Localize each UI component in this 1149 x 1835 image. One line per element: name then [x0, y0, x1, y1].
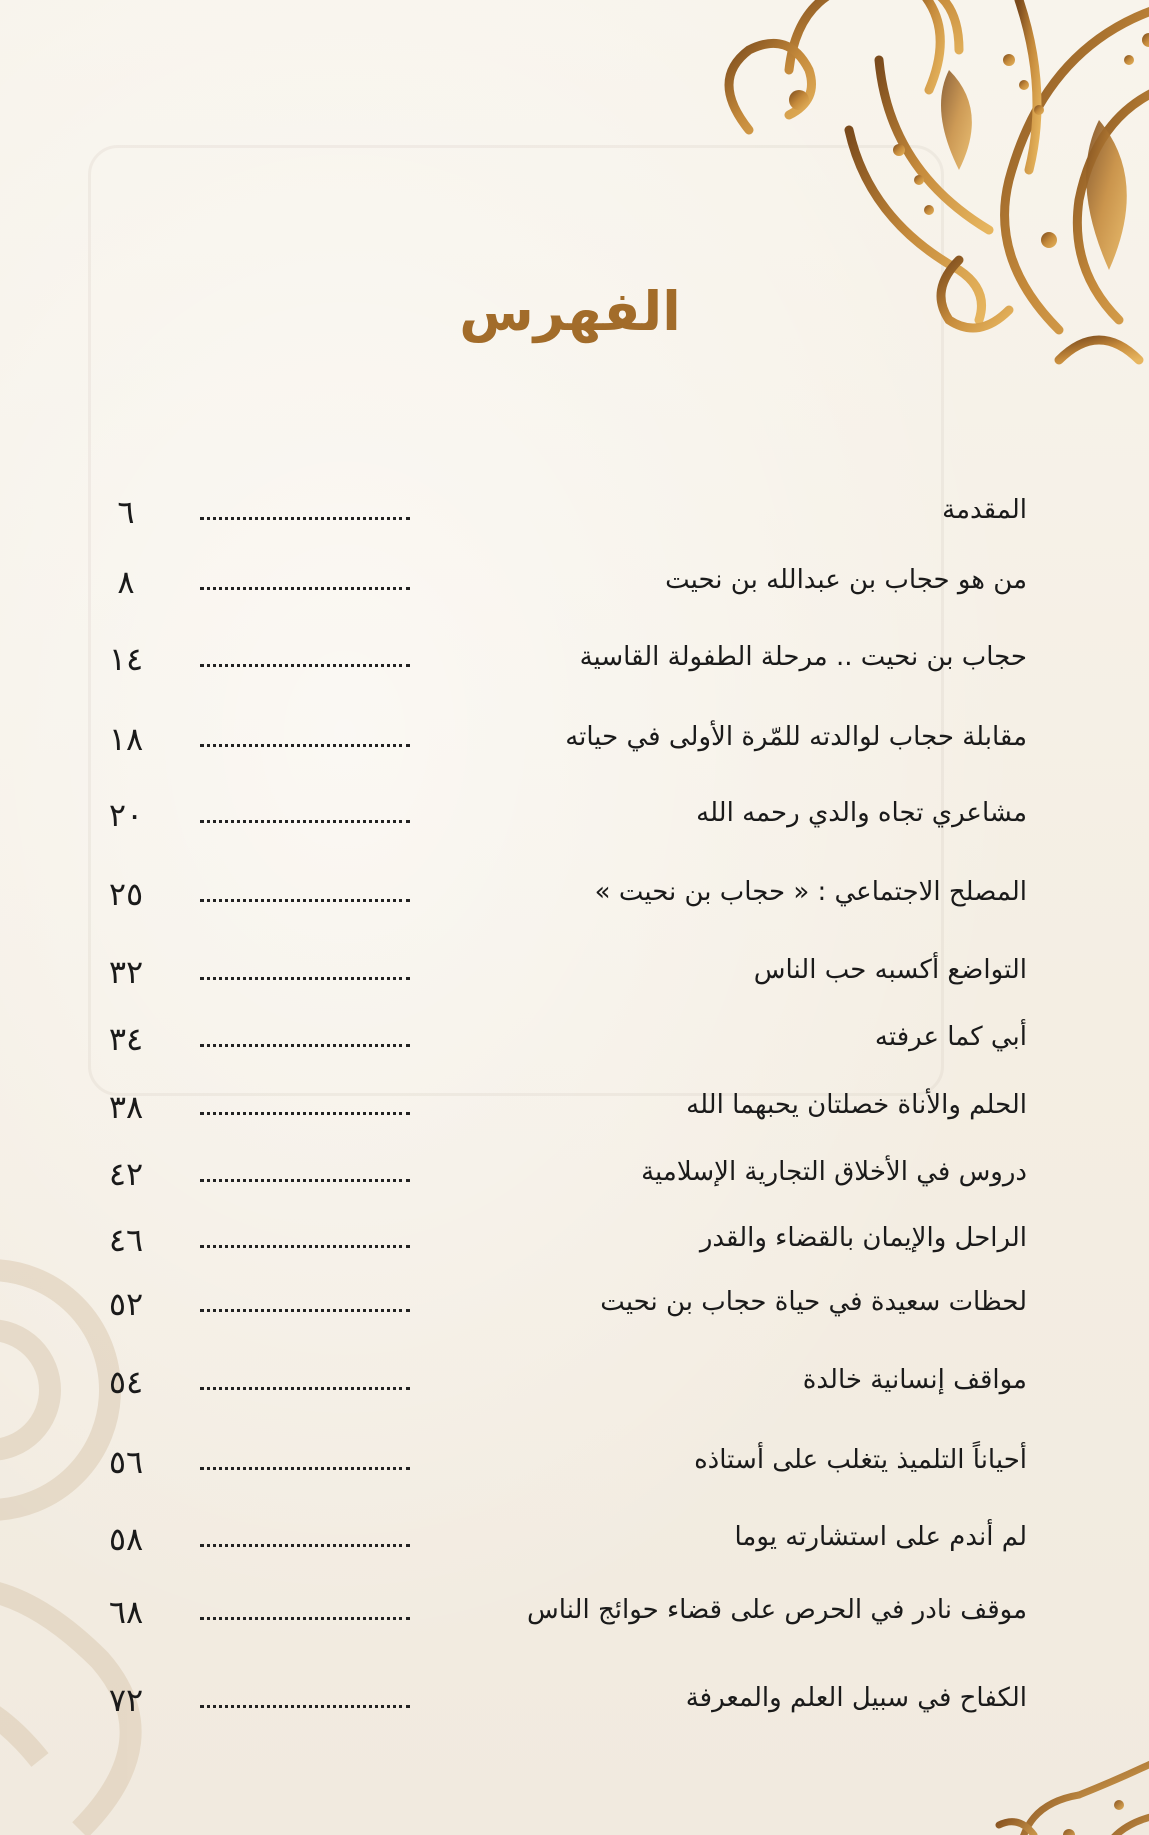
toc-leader-dots	[200, 1098, 410, 1115]
toc-entry-title: المصلح الاجتماعي : « حجاب بن نحيت »	[594, 877, 1027, 907]
toc-entry	[0, 642, 1149, 692]
toc-entry	[0, 495, 1149, 545]
gold-corner-ornament	[979, 1715, 1149, 1835]
toc-leader-dots	[200, 1295, 410, 1312]
toc-entry	[0, 877, 1149, 927]
toc-leader-dots	[200, 963, 410, 980]
toc-leader-dots	[200, 1030, 410, 1047]
toc-entry-title: الراحل والإيمان بالقضاء والقدر	[699, 1223, 1027, 1253]
toc-entry	[0, 955, 1149, 1005]
toc-entry-page: ٣٤	[108, 1020, 144, 1058]
toc-leader-dots	[200, 1165, 410, 1182]
toc-entry-page: ٣٨	[108, 1088, 144, 1126]
toc-entry-page: ٢٥	[108, 875, 144, 913]
toc-entry-title: موقف نادر في الحرص على قضاء حوائج الناس	[527, 1595, 1027, 1625]
toc-entry-title: الكفاح في سبيل العلم والمعرفة	[685, 1683, 1027, 1713]
toc-entry-page: ٢٠	[108, 796, 144, 834]
toc-entry-page: ٤٢	[108, 1155, 144, 1193]
toc-entry-title: حجاب بن نحيت .. مرحلة الطفولة القاسية	[579, 642, 1027, 672]
toc-entry-page: ٥٤	[108, 1363, 144, 1401]
toc-leader-dots	[200, 730, 410, 747]
toc-entry	[0, 1683, 1149, 1733]
toc-entry-title: التواضع أكسبه حب الناس	[753, 955, 1027, 985]
toc-entry-title: من هو حجاب بن عبدالله بن نحيت	[665, 565, 1027, 595]
toc-leader-dots	[200, 1231, 410, 1248]
toc-entry-title: أبي كما عرفته	[874, 1022, 1027, 1052]
toc-leader-dots	[200, 503, 410, 520]
toc-entry-page: ٦٨	[108, 1593, 144, 1631]
toc-entry	[0, 565, 1149, 615]
toc-entry-title: مواقف إنسانية خالدة	[802, 1365, 1027, 1395]
toc-entry	[0, 1223, 1149, 1273]
toc-entry-title: أحياناً التلميذ يتغلب على أستاذه	[694, 1445, 1027, 1475]
toc-entry-page: ٦	[117, 493, 135, 531]
toc-entry-title: مشاعري تجاه والدي رحمه الله	[696, 798, 1027, 828]
toc-entry-page: ٥٦	[108, 1443, 144, 1481]
toc-entry-title: مقابلة حجاب لوالدته للمّرة الأولى في حياته	[565, 722, 1027, 752]
toc-entry	[0, 1595, 1149, 1645]
toc-leader-dots	[200, 1453, 410, 1470]
toc-entry-page: ١٤	[108, 640, 144, 678]
toc-leader-dots	[200, 650, 410, 667]
toc-entry	[0, 722, 1149, 772]
toc-leader-dots	[200, 885, 410, 902]
toc-leader-dots	[200, 1691, 410, 1708]
toc-leader-dots	[200, 1530, 410, 1547]
toc-entry-page: ٤٦	[108, 1221, 144, 1259]
toc-entry-page: ٨	[117, 563, 135, 601]
toc-entry-page: ٧٢	[108, 1681, 144, 1719]
toc-entry-title: لم أندم على استشارته يوما	[734, 1522, 1027, 1552]
toc-leader-dots	[200, 1373, 410, 1390]
toc-entry	[0, 1090, 1149, 1140]
toc-entry	[0, 1022, 1149, 1072]
toc-entry-page: ٥٨	[108, 1520, 144, 1558]
toc-entry-page: ١٨	[108, 720, 144, 758]
toc-entry	[0, 1522, 1149, 1572]
toc-entry	[0, 1157, 1149, 1207]
toc-entry-page: ٣٢	[108, 953, 144, 991]
toc-entry-title: لحظات سعيدة في حياة حجاب بن نحيت	[600, 1287, 1027, 1317]
toc-leader-dots	[200, 806, 410, 823]
page-title: الفهرس	[459, 280, 681, 343]
toc-entry-title: دروس في الأخلاق التجارية الإسلامية	[641, 1157, 1027, 1187]
toc-entry-title: الحلم والأناة خصلتان يحبهما الله	[686, 1090, 1027, 1120]
toc-entry	[0, 1445, 1149, 1495]
toc-leader-dots	[200, 1603, 410, 1620]
toc-entry	[0, 1365, 1149, 1415]
toc-entry	[0, 798, 1149, 848]
toc-leader-dots	[200, 573, 410, 590]
toc-entry	[0, 1287, 1149, 1337]
toc-entry-title: المقدمة	[942, 495, 1027, 525]
toc-entry-page: ٥٢	[108, 1285, 144, 1323]
